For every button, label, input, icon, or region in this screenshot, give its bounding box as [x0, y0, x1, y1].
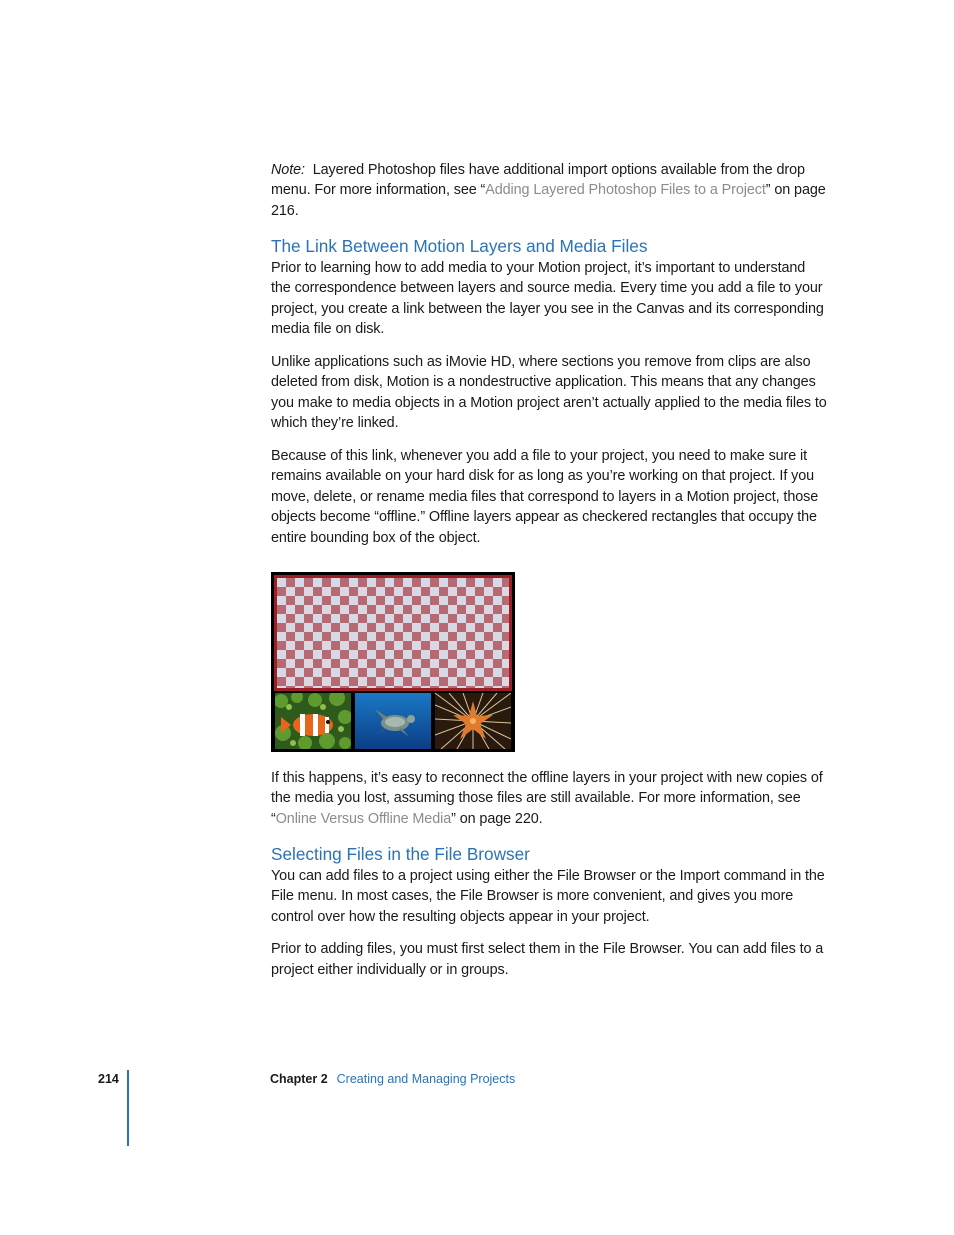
- body-paragraph: Because of this link, whenever you add a file to your project, you need to make sure it remains available on your hard disk for as long as you’re working on that project. If you move, delete, or rename media files that correspond to layers in a Motion project, those objects become “offline.” Offline layers appear as checkered rectangles that occupy the entire bounding box of the object.: [271, 447, 819, 546]
- body-text: If this happens, it’s easy to reconnect the offline layers in your project with new copies of the media you lost, assuming those files are still available. For more information, see “: [271, 770, 823, 827]
- chapter-label: Chapter 2: [270, 1072, 328, 1086]
- page-number: 214: [98, 1072, 119, 1086]
- chapter-title: Creating and Managing Projects: [336, 1072, 516, 1086]
- starfish-image: [435, 693, 511, 749]
- clownfish-thumbnail: [275, 693, 351, 749]
- body-paragraph: Unlike applications such as iMovie HD, where sections you remove from clips are also deleted from disk, Motion is a nondestructive application. This means that any changes you make to media objects in a Motion project aren’t actually applied to the media files to which they’re linked.: [271, 353, 827, 432]
- starfish-thumbnail: [435, 693, 511, 749]
- page-content: [271, 160, 827, 980]
- note-paragraph: [271, 160, 827, 221]
- note-text-after: ” on page 216.: [271, 182, 826, 219]
- note-label: Note:: [271, 162, 305, 178]
- body-paragraph: You can add files to a project using either the File Browser or the Import command in the File menu. In most cases, the File Browser is more convenient, and gives you more control over how the resulting objects appear in your project.: [271, 867, 825, 925]
- body-paragraph: [271, 768, 827, 829]
- clownfish-image: [275, 693, 351, 749]
- offline-checker-layer: [274, 575, 512, 691]
- link-online-versus-offline[interactable]: Online Versus Offline Media: [275, 810, 452, 827]
- sea-turtle-image: [355, 693, 431, 749]
- body-text-after: ” on page 220.: [451, 810, 543, 827]
- chapter-footer: [270, 1072, 515, 1086]
- offline-layers-figure: [271, 572, 515, 752]
- body-paragraph: Prior to adding files, you must first select them in the File Browser. You can add files to a project either individually or in groups.: [271, 941, 824, 978]
- link-adding-layered-photoshop[interactable]: Adding Layered Photoshop Files to a Project: [485, 182, 766, 199]
- sea-turtle-thumbnail: [355, 693, 431, 749]
- section-heading-selecting-files: Selecting Files in the File Browser: [271, 843, 530, 864]
- note-text: Layered Photoshop files have additional import options available from the drop menu. For more information, see “: [271, 162, 805, 199]
- body-paragraph: Prior to learning how to add media to your Motion project, it’s important to understand the correspondence between layers and source media. Every time you add a file to your project, you create a link between the layer you see in the Canvas and its corresponding media file on disk.: [271, 259, 824, 337]
- section-heading-link-between: The Link Between Motion Layers and Media Files: [271, 235, 648, 256]
- footer-divider: [127, 1070, 129, 1146]
